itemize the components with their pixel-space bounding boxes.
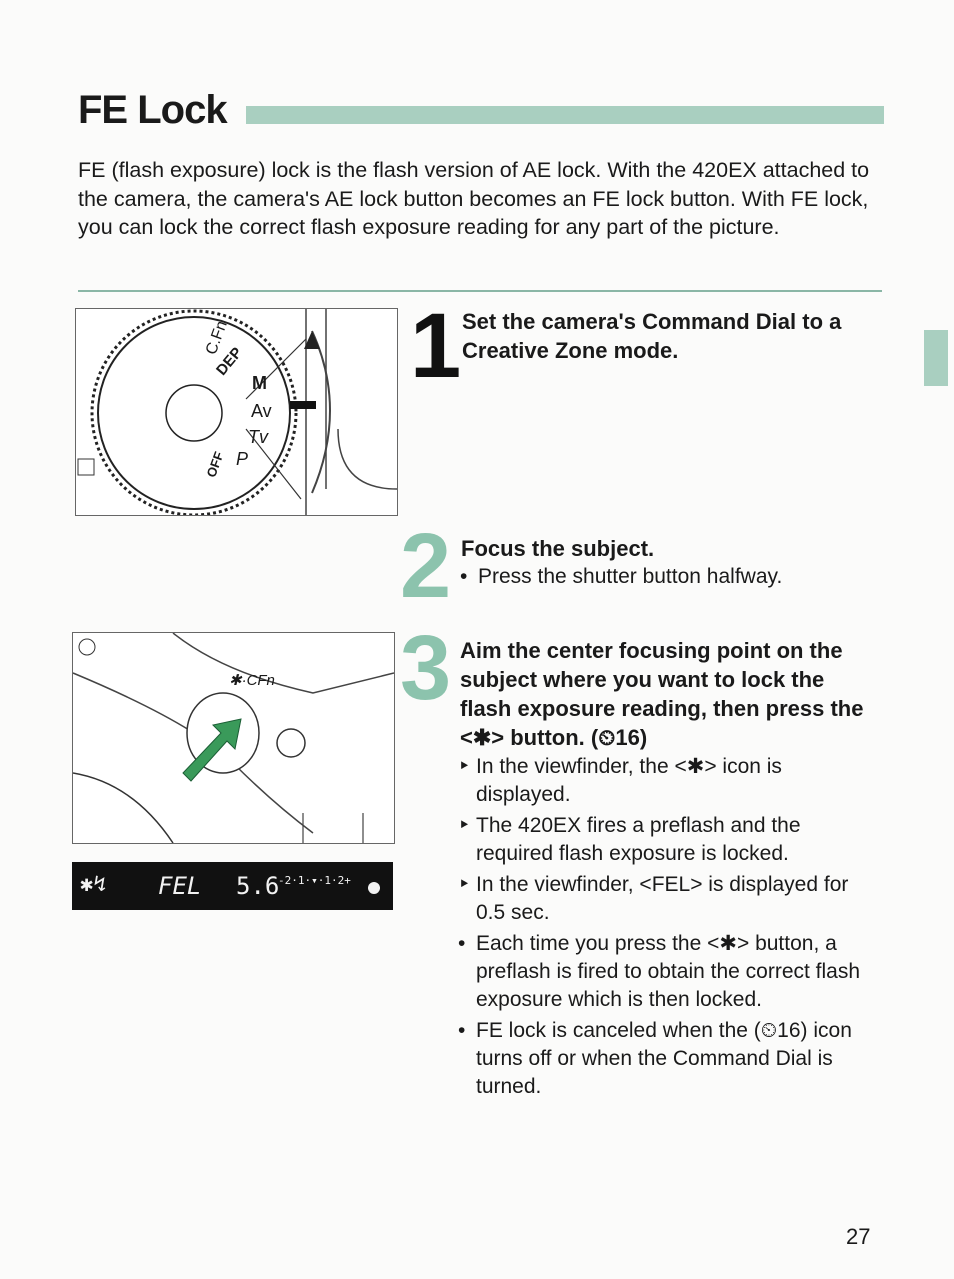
ae-lock-button-label: ✱·CFn <box>229 672 275 689</box>
section-divider <box>78 290 882 292</box>
step-2-bullets <box>460 563 870 591</box>
dial-label-tv: Tv <box>248 427 268 447</box>
page-title: FE Lock <box>78 88 227 132</box>
title-accent-bar <box>246 106 884 124</box>
exposure-scale: -2·1·▾·1·2+ <box>278 874 351 887</box>
intro-paragraph: FE (flash exposure) lock is the flash version of AE lock. With the 420EX attached to the camera, the camera's AE lock button becomes an FE lock button. With FE lock, you can lock the correct flash exposure reading for any part of the picture. <box>78 158 870 239</box>
fe-lock-button-illustration <box>72 632 395 844</box>
step-number-1: 1 <box>410 295 462 397</box>
fel-indicator: FEL <box>158 872 202 900</box>
dial-label-cfn: C.Fn <box>202 318 231 358</box>
list-item: • FE lock is canceled when the (⏲16) icon turns off or when the Command Dial is turned. <box>458 1017 872 1101</box>
dial-label-m: M <box>252 373 267 393</box>
list-item: ‣ In the viewfinder, the <✱> icon is displayed. <box>458 753 872 809</box>
dial-label-av: Av <box>251 401 272 421</box>
camera-back-icon <box>73 633 394 843</box>
step-2-title: Focus the subject. <box>461 536 655 561</box>
list-item: ‣ In the viewfinder, <FEL> is displayed for 0.5 sec. <box>458 871 872 927</box>
page-number: 27 <box>846 1224 871 1249</box>
command-dial-icon <box>76 309 397 515</box>
list-item: • Press the shutter button halfway. <box>460 563 870 591</box>
aperture-value: 5.6 <box>236 872 280 900</box>
command-dial-illustration <box>75 308 398 516</box>
focus-confirm-dot <box>368 882 380 894</box>
list-item: • Each time you press the <✱> button, a preflash is fired to obtain the correct flash exposure which is then locked. <box>458 930 872 1014</box>
dial-label-off: OFF <box>203 449 227 480</box>
viewfinder-display <box>72 862 393 910</box>
dial-label-p: P <box>236 449 249 469</box>
step-1-title: Set the camera's Command Dial to a Creative Zone mode. <box>462 309 842 363</box>
step-3-bullets <box>458 753 872 1101</box>
list-item: ‣ The 420EX fires a preflash and the required flash exposure is locked. <box>458 812 872 868</box>
section-tab-marker <box>924 330 948 386</box>
step-3-title: Aim the center focusing point on the subject where you want to lock the flash exposure reading, then press the <✱> button. (⏲16) <box>460 638 864 750</box>
dial-label-dep: DEP <box>212 344 246 379</box>
flash-lock-icon: ✱↯ <box>80 872 107 897</box>
step-number-3: 3 <box>400 617 452 719</box>
step-number-2: 2 <box>400 515 452 617</box>
